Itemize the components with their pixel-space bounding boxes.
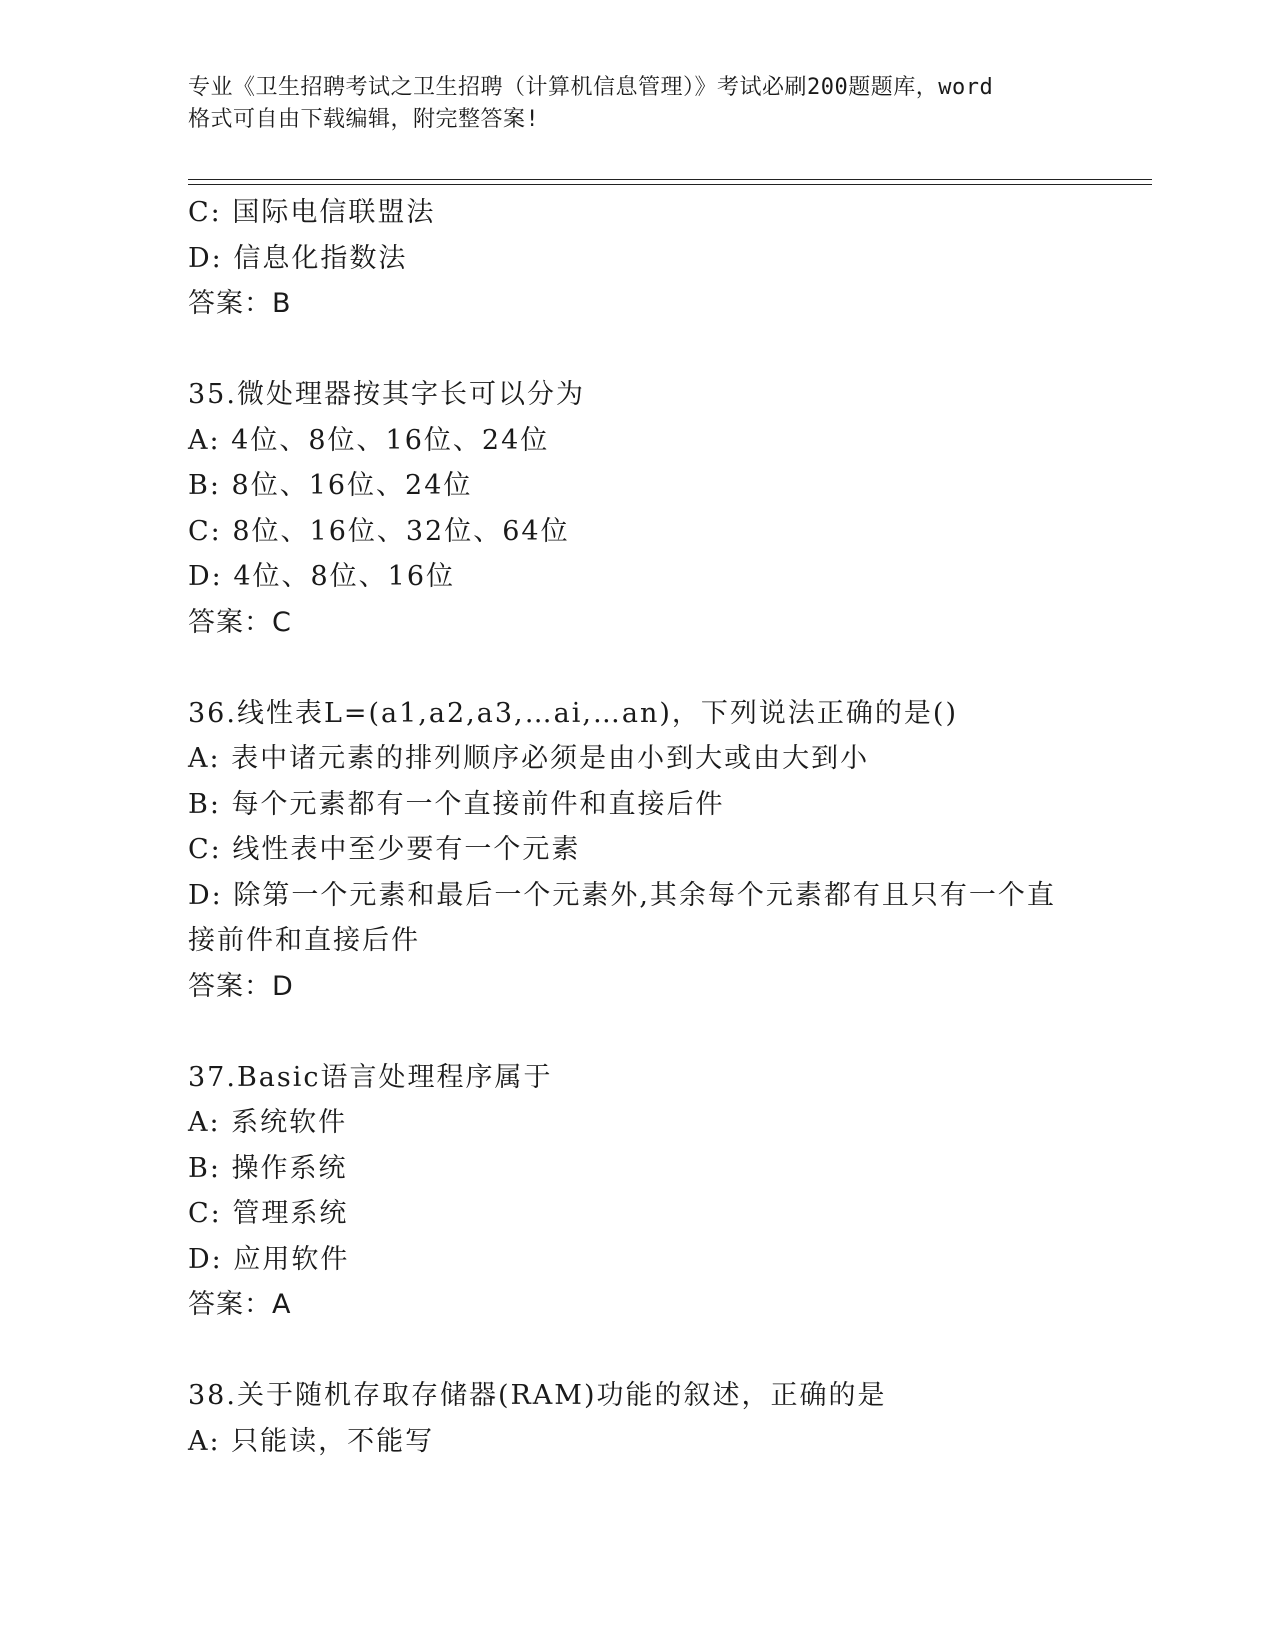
- question-38: [188, 1373, 1088, 1464]
- option-d: D: 信息化指数法: [188, 242, 408, 274]
- answer-text: 答案：C: [188, 606, 292, 638]
- spacer: [188, 1009, 1088, 1055]
- option-d-continued: 接前件和直接后件: [188, 925, 420, 956]
- option-c: C: 线性表中至少要有一个元素: [188, 834, 581, 865]
- option-c: C: 国际电信联盟法: [188, 197, 436, 228]
- option-b: B: 操作系统: [188, 1152, 348, 1184]
- header-divider-bottom: [188, 184, 1152, 185]
- question-stem: 38.关于随机存取存储器(RAM)功能的叙述，正确的是: [188, 1380, 887, 1411]
- option-a: A: 4位、8位、16位、24位: [188, 424, 550, 456]
- spacer: [188, 327, 1088, 373]
- partial-question: [188, 190, 1088, 327]
- option-d: D: 应用软件: [188, 1243, 350, 1275]
- option-a: A: 只能读，不能写: [188, 1425, 435, 1457]
- question-list: [188, 190, 1088, 1464]
- question-stem: 35.微处理器按其字长可以分为: [188, 379, 585, 410]
- answer-text: 答案：A: [188, 1289, 292, 1320]
- header-line-2: 格式可自由下载编辑，附完整答案!: [188, 107, 540, 132]
- option-a: A: 表中诸元素的排列顺序必须是由小到大或由大到小: [188, 743, 870, 774]
- question-35: [188, 372, 1088, 645]
- header-divider-top: [188, 179, 1152, 180]
- option-c: C: 管理系统: [188, 1198, 349, 1229]
- option-d: D: 除第一个元素和最后一个元素外,其余每个元素都有且只有一个直: [188, 879, 1056, 911]
- option-a: A: 系统软件: [188, 1107, 348, 1138]
- question-37: [188, 1055, 1088, 1328]
- document-header: [188, 72, 1088, 136]
- answer-text: 答案：D: [188, 970, 294, 1002]
- spacer: [188, 1328, 1088, 1374]
- answer-text: 答案：B: [188, 288, 292, 319]
- option-b: B: 8位、16位、24位: [188, 470, 473, 501]
- option-c: C: 8位、16位、32位、64位: [188, 515, 570, 547]
- question-36: [188, 691, 1088, 1010]
- question-stem: 36.线性表L=(a1,a2,a3,…ai,…an)，下列说法正确的是(): [188, 697, 959, 729]
- header-line-1: 专业《卫生招聘考试之卫生招聘（计算机信息管理）》考试必刷200题题库，word: [188, 75, 994, 100]
- option-b: B: 每个元素都有一个直接前件和直接后件: [188, 788, 725, 820]
- question-stem: 37.Basic语言处理程序属于: [188, 1061, 553, 1093]
- option-d: D: 4位、8位、16位: [188, 561, 456, 592]
- spacer: [188, 645, 1088, 691]
